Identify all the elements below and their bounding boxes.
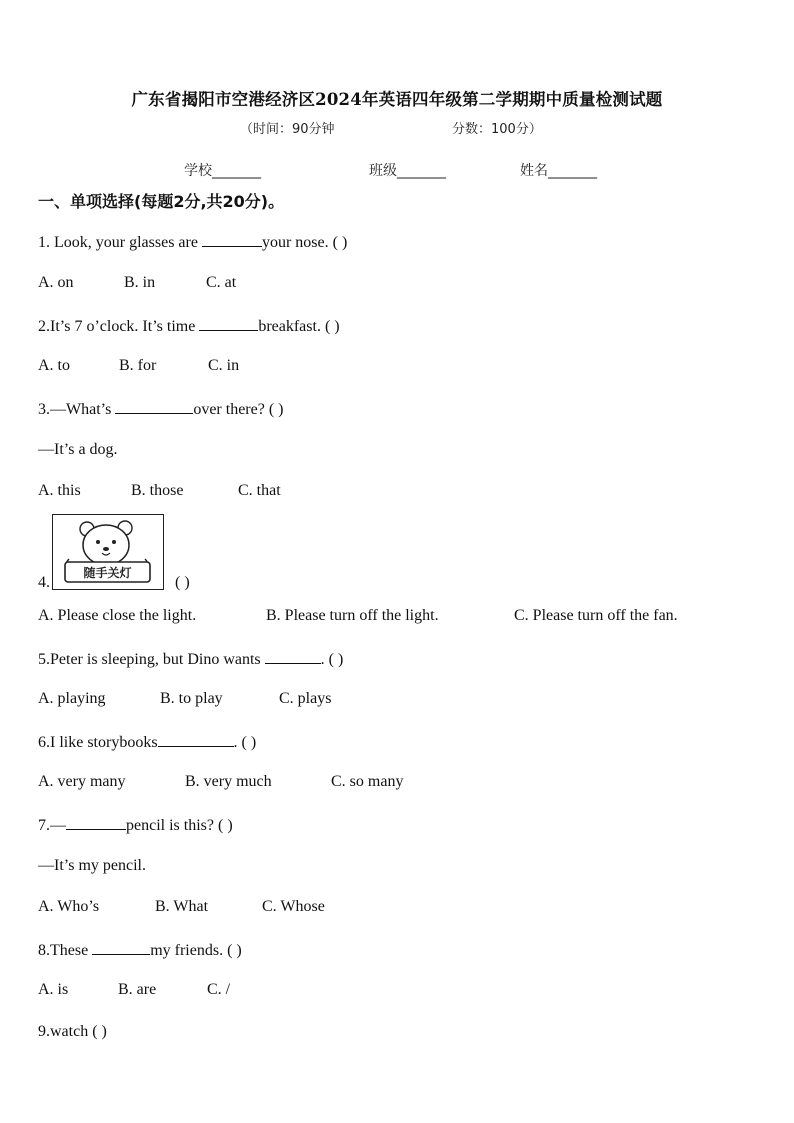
school-field: 学校_______ <box>184 163 261 179</box>
question-text: 3.—What’s <box>38 401 116 418</box>
question-text: . ( ) <box>320 651 344 668</box>
question-text: my friends. ( ) <box>150 942 242 959</box>
option-a: A. this <box>38 482 81 499</box>
answer-blank <box>199 316 258 331</box>
section-heading: 一、单项选择(每题2分,共20分)。 <box>38 192 285 211</box>
question-text: over there? ( ) <box>193 401 284 418</box>
option-c: C. Please turn off the fan. <box>514 607 678 624</box>
option-a: A. is <box>38 981 69 998</box>
option-a: A. on <box>38 274 74 291</box>
option-c: C. at <box>206 274 237 291</box>
answer-blank <box>265 649 321 664</box>
answer-blank <box>66 815 126 830</box>
option-a: A. Please close the light. <box>38 607 197 624</box>
option-b: B. What <box>155 898 209 915</box>
exam-time: （时间：90分钟 <box>240 122 335 137</box>
option-b: B. in <box>124 274 156 291</box>
bear-light-sign-picture <box>52 514 164 590</box>
name-field: 姓名_______ <box>520 163 597 179</box>
answer-blank <box>158 732 234 747</box>
question-8 <box>38 940 242 960</box>
question-text: 5.Peter is sleeping, but Dino wants <box>38 651 265 668</box>
option-b: B. are <box>118 981 157 998</box>
answer-parentheses: ( ) <box>175 574 190 591</box>
question-5 <box>38 649 343 669</box>
option-b: B. those <box>131 482 184 499</box>
page-title: 广东省揭阳市空港经济区2024年英语四年级第二学期期中质量检测试题 <box>131 90 663 109</box>
option-a: A. playing <box>38 690 106 707</box>
question-text: pencil is this? ( ) <box>126 817 233 834</box>
question-text: . ( ) <box>233 734 257 751</box>
exam-score: 分数：100分） <box>452 122 542 137</box>
question-text: breakfast. ( ) <box>258 318 340 335</box>
question-2 <box>38 316 340 336</box>
class-field: 班级_______ <box>369 163 446 179</box>
reply-text: —It’s a dog. <box>38 441 118 458</box>
option-a: A. very many <box>38 773 126 790</box>
reply-text: —It’s my pencil. <box>38 857 146 874</box>
question-3 <box>38 399 284 419</box>
option-c: C. Whose <box>262 898 325 915</box>
answer-blank <box>202 232 262 247</box>
question-text: your nose. ( ) <box>261 234 348 251</box>
option-a: A. Who’s <box>38 898 100 915</box>
question-4-number: 4. <box>38 574 50 591</box>
question-9: 9.watch ( ) <box>38 1023 107 1040</box>
question-text: 2.It’s 7 o’clock. It’s time <box>38 318 200 335</box>
bear-icon <box>53 515 162 588</box>
answer-blank <box>115 399 193 414</box>
question-text: 6.I like storybooks <box>38 734 158 751</box>
answer-blank <box>92 940 150 955</box>
option-c: C. in <box>208 357 240 374</box>
option-b: B. Please turn off the light. <box>266 607 439 624</box>
question-text: 7.— <box>38 817 66 834</box>
option-c: C. plays <box>279 690 332 707</box>
option-c: C. so many <box>331 773 404 790</box>
option-b: B. to play <box>160 690 223 707</box>
question-1 <box>38 232 347 252</box>
question-text: 8.These <box>38 942 93 959</box>
option-a: A. to <box>38 357 70 374</box>
question-7 <box>38 815 233 835</box>
option-c: C. / <box>207 981 231 998</box>
option-b: B. for <box>119 357 157 374</box>
option-b: B. very much <box>185 773 272 790</box>
question-6 <box>38 732 256 752</box>
option-c: C. that <box>238 482 281 499</box>
sign-text: 随手关灯 <box>83 566 132 580</box>
question-text: 1. Look, your glasses are <box>38 234 202 251</box>
